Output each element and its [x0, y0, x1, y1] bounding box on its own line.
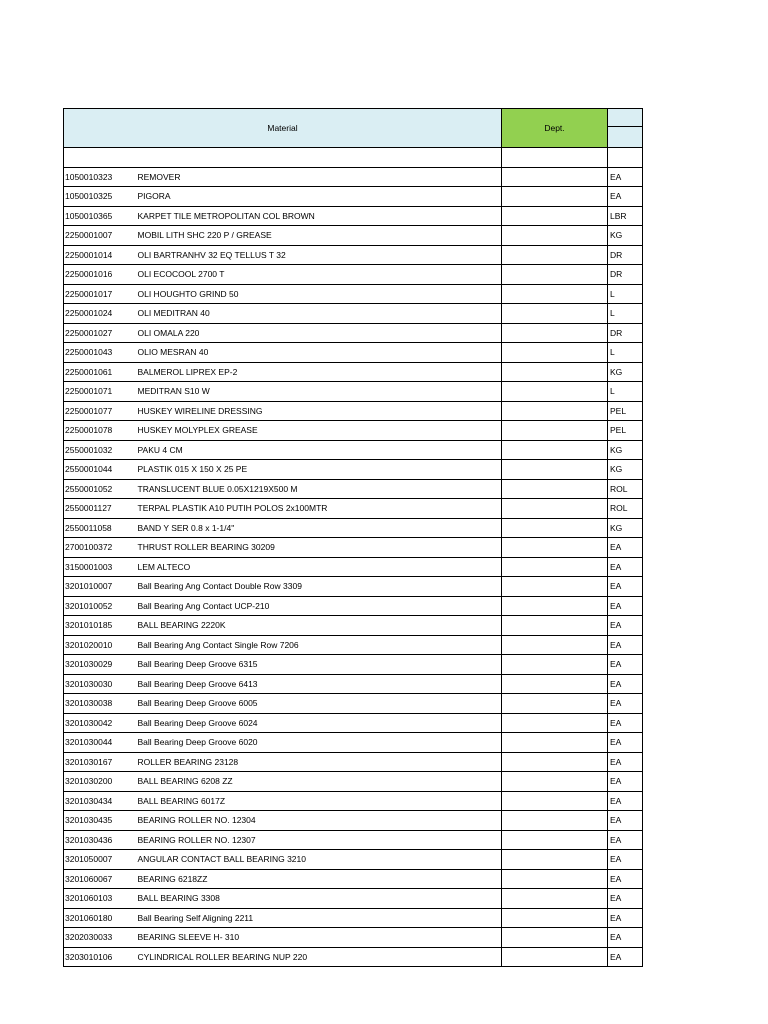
unit-cell: DR [608, 245, 643, 265]
table-row [64, 226, 643, 246]
table-row [64, 167, 643, 187]
table-row [64, 206, 643, 226]
unit-cell: EA [608, 733, 643, 753]
unit-cell: EA [608, 947, 643, 967]
table-row [64, 323, 643, 343]
table-row [64, 713, 643, 733]
material-description: OLIO MESRAN 40 [136, 343, 502, 363]
material-description: OLI OMALA 220 [136, 323, 502, 343]
table-row [64, 187, 643, 207]
dept-cell [502, 908, 608, 928]
dept-cell [502, 226, 608, 246]
dept-cell [502, 928, 608, 948]
dept-cell [502, 382, 608, 402]
unit-cell: EA [608, 167, 643, 187]
dept-cell [502, 869, 608, 889]
material-description: Ball Bearing Ang Contact Single Row 7206 [136, 635, 502, 655]
unit-cell: EA [608, 577, 643, 597]
material-description: Ball Bearing Deep Groove 6005 [136, 694, 502, 714]
dept-cell [502, 947, 608, 967]
table-row [64, 655, 643, 675]
material-description: Ball Bearing Deep Groove 6020 [136, 733, 502, 753]
table-row [64, 772, 643, 792]
material-code: 2250001043 [64, 343, 136, 363]
unit-cell: KG [608, 226, 643, 246]
table-row [64, 343, 643, 363]
material-description: HUSKEY WIRELINE DRESSING [136, 401, 502, 421]
unit-cell: EA [608, 811, 643, 831]
dept-cell [502, 752, 608, 772]
material-description: TERPAL PLASTIK A10 PUTIH POLOS 2x100MTR [136, 499, 502, 519]
table-row [64, 518, 643, 538]
table-row [64, 304, 643, 324]
unit-cell: EA [608, 616, 643, 636]
dept-cell [502, 713, 608, 733]
unit-cell: L [608, 343, 643, 363]
table-row [64, 635, 643, 655]
unit-cell: EA [608, 908, 643, 928]
unit-cell: EA [608, 557, 643, 577]
dept-cell [502, 206, 608, 226]
material-description: Ball Bearing Self Aligning 2211 [136, 908, 502, 928]
material-code: 3201030029 [64, 655, 136, 675]
material-code: 2550001044 [64, 460, 136, 480]
material-description: PIGORA [136, 187, 502, 207]
dept-cell [502, 733, 608, 753]
material-code: 3201030042 [64, 713, 136, 733]
dept-cell [502, 167, 608, 187]
material-code: 2250001007 [64, 226, 136, 246]
dept-cell [502, 499, 608, 519]
table-row [64, 811, 643, 831]
dept-cell [502, 577, 608, 597]
column-header-unit [608, 109, 643, 148]
unit-cell: DR [608, 323, 643, 343]
unit-cell: KG [608, 518, 643, 538]
table-row [64, 928, 643, 948]
table-row [64, 479, 643, 499]
material-description: TRANSLUCENT BLUE 0.05X1219X500 M [136, 479, 502, 499]
dept-cell [502, 460, 608, 480]
unit-cell: EA [608, 694, 643, 714]
unit-cell: EA [608, 596, 643, 616]
unit-cell: EA [608, 928, 643, 948]
material-description: BEARING SLEEVE H- 310 [136, 928, 502, 948]
table-row [64, 557, 643, 577]
material-code: 3201060067 [64, 869, 136, 889]
dept-cell [502, 694, 608, 714]
material-description: THRUST ROLLER BEARING 30209 [136, 538, 502, 558]
table-row [64, 596, 643, 616]
dept-cell [502, 772, 608, 792]
dept-cell [502, 596, 608, 616]
material-description: OLI HOUGHTO GRIND 50 [136, 284, 502, 304]
material-code: 3201050007 [64, 850, 136, 870]
material-description: BALMEROL LIPREX EP-2 [136, 362, 502, 382]
table-row [64, 850, 643, 870]
unit-cell: EA [608, 850, 643, 870]
material-description: LEM ALTECO [136, 557, 502, 577]
unit-cell: PEL [608, 401, 643, 421]
dept-cell [502, 479, 608, 499]
table-row [64, 830, 643, 850]
column-header-dept: Dept. [502, 109, 608, 148]
unit-cell: KG [608, 362, 643, 382]
material-description: CYLINDRICAL ROLLER BEARING NUP 220 [136, 947, 502, 967]
unit-cell: EA [608, 674, 643, 694]
material-description: Ball Bearing Ang Contact Double Row 3309 [136, 577, 502, 597]
table-row [64, 460, 643, 480]
unit-cell: EA [608, 655, 643, 675]
material-code: 2550001032 [64, 440, 136, 460]
table-row [64, 401, 643, 421]
unit-cell: L [608, 304, 643, 324]
table-row [64, 538, 643, 558]
table-row [64, 499, 643, 519]
table-row [64, 752, 643, 772]
table-row [64, 694, 643, 714]
material-description: ROLLER BEARING 23128 [136, 752, 502, 772]
table-row [64, 245, 643, 265]
material-code: 2250001017 [64, 284, 136, 304]
material-description: Ball Bearing Deep Groove 6315 [136, 655, 502, 675]
dept-cell [502, 616, 608, 636]
spacer-row [64, 148, 643, 168]
table-row [64, 674, 643, 694]
material-code: 3201060103 [64, 889, 136, 909]
material-code: 3201010007 [64, 577, 136, 597]
table-row [64, 440, 643, 460]
table-row [64, 362, 643, 382]
material-description: Ball Bearing Deep Groove 6413 [136, 674, 502, 694]
material-description: KARPET TILE METROPOLITAN COL BROWN [136, 206, 502, 226]
material-description: BALL BEARING 6208 ZZ [136, 772, 502, 792]
dept-cell [502, 265, 608, 285]
material-description: BALL BEARING 6017Z [136, 791, 502, 811]
unit-cell: L [608, 284, 643, 304]
dept-cell [502, 323, 608, 343]
material-description: REMOVER [136, 167, 502, 187]
material-description: Ball Bearing Deep Groove 6024 [136, 713, 502, 733]
header-divider [608, 109, 642, 127]
unit-cell: KG [608, 460, 643, 480]
table-row [64, 733, 643, 753]
dept-cell [502, 655, 608, 675]
unit-cell: EA [608, 791, 643, 811]
dept-cell [502, 245, 608, 265]
material-description: BEARING 6218ZZ [136, 869, 502, 889]
dept-cell [502, 850, 608, 870]
unit-cell: EA [608, 752, 643, 772]
unit-cell: EA [608, 830, 643, 850]
material-code: 2250001024 [64, 304, 136, 324]
material-description: OLI BARTRANHV 32 EQ TELLUS T 32 [136, 245, 502, 265]
dept-cell [502, 557, 608, 577]
table-row [64, 869, 643, 889]
dept-cell [502, 830, 608, 850]
material-code: 3201030435 [64, 811, 136, 831]
material-description: PLASTIK 015 X 150 X 25 PE [136, 460, 502, 480]
material-code: 3201030436 [64, 830, 136, 850]
material-code: 1050010325 [64, 187, 136, 207]
unit-cell: L [608, 382, 643, 402]
table-row [64, 889, 643, 909]
material-code: 2550001052 [64, 479, 136, 499]
dept-cell [502, 401, 608, 421]
dept-cell [502, 440, 608, 460]
unit-cell: EA [608, 187, 643, 207]
material-code: 3201030200 [64, 772, 136, 792]
table-row [64, 265, 643, 285]
material-code: 2250001078 [64, 421, 136, 441]
material-code: 3201030030 [64, 674, 136, 694]
unit-cell: EA [608, 713, 643, 733]
unit-cell: EA [608, 869, 643, 889]
table-row [64, 616, 643, 636]
table-header-row [64, 109, 643, 148]
material-code: 3201030167 [64, 752, 136, 772]
material-code: 3201020010 [64, 635, 136, 655]
material-description: OLI MEDITRAN 40 [136, 304, 502, 324]
material-description: Ball Bearing Ang Contact UCP-210 [136, 596, 502, 616]
unit-cell: KG [608, 440, 643, 460]
dept-cell [502, 421, 608, 441]
material-description: OLI ECOCOOL 2700 T [136, 265, 502, 285]
table-row [64, 382, 643, 402]
material-description: BAND Y SER 0.8 x 1-1/4" [136, 518, 502, 538]
material-code: 3201060180 [64, 908, 136, 928]
material-code: 3201030434 [64, 791, 136, 811]
table-row [64, 947, 643, 967]
material-description: PAKU 4 CM [136, 440, 502, 460]
dept-cell [502, 538, 608, 558]
material-description: BEARING ROLLER NO. 12304 [136, 811, 502, 831]
unit-cell: EA [608, 635, 643, 655]
dept-cell [502, 635, 608, 655]
material-code: 3203010106 [64, 947, 136, 967]
table-row [64, 421, 643, 441]
dept-cell [502, 187, 608, 207]
material-description: HUSKEY MOLYPLEX GREASE [136, 421, 502, 441]
material-code: 3201030038 [64, 694, 136, 714]
table-row [64, 791, 643, 811]
dept-cell [502, 518, 608, 538]
material-code: 2250001027 [64, 323, 136, 343]
material-table [63, 108, 643, 967]
material-code: 3202030033 [64, 928, 136, 948]
unit-cell: PEL [608, 421, 643, 441]
material-code: 2550001127 [64, 499, 136, 519]
material-code: 2250001061 [64, 362, 136, 382]
dept-cell [502, 284, 608, 304]
unit-cell: ROL [608, 499, 643, 519]
dept-cell [502, 811, 608, 831]
dept-cell [502, 889, 608, 909]
table-row [64, 284, 643, 304]
table-row [64, 577, 643, 597]
material-code: 3201030044 [64, 733, 136, 753]
unit-cell: EA [608, 538, 643, 558]
material-code: 2250001071 [64, 382, 136, 402]
material-code: 3201010185 [64, 616, 136, 636]
unit-cell: LBR [608, 206, 643, 226]
unit-cell: EA [608, 889, 643, 909]
dept-cell [502, 343, 608, 363]
material-description: MOBIL LITH SHC 220 P / GREASE [136, 226, 502, 246]
material-description: MEDITRAN S10 W [136, 382, 502, 402]
material-description: BALL BEARING 2220K [136, 616, 502, 636]
dept-cell [502, 791, 608, 811]
material-description: BEARING ROLLER NO. 12307 [136, 830, 502, 850]
material-code: 3201010052 [64, 596, 136, 616]
material-code: 2250001014 [64, 245, 136, 265]
unit-cell: EA [608, 772, 643, 792]
dept-cell [502, 674, 608, 694]
unit-cell: ROL [608, 479, 643, 499]
material-code: 3150001003 [64, 557, 136, 577]
material-code: 1050010365 [64, 206, 136, 226]
dept-cell [502, 362, 608, 382]
material-description: BALL BEARING 3308 [136, 889, 502, 909]
material-code: 2250001077 [64, 401, 136, 421]
material-description: ANGULAR CONTACT BALL BEARING 3210 [136, 850, 502, 870]
dept-cell [502, 304, 608, 324]
material-code: 2700100372 [64, 538, 136, 558]
material-code: 1050010323 [64, 167, 136, 187]
column-header-material: Material [64, 109, 502, 148]
material-code: 2250001016 [64, 265, 136, 285]
table-row [64, 908, 643, 928]
unit-cell: DR [608, 265, 643, 285]
material-code: 2550011058 [64, 518, 136, 538]
